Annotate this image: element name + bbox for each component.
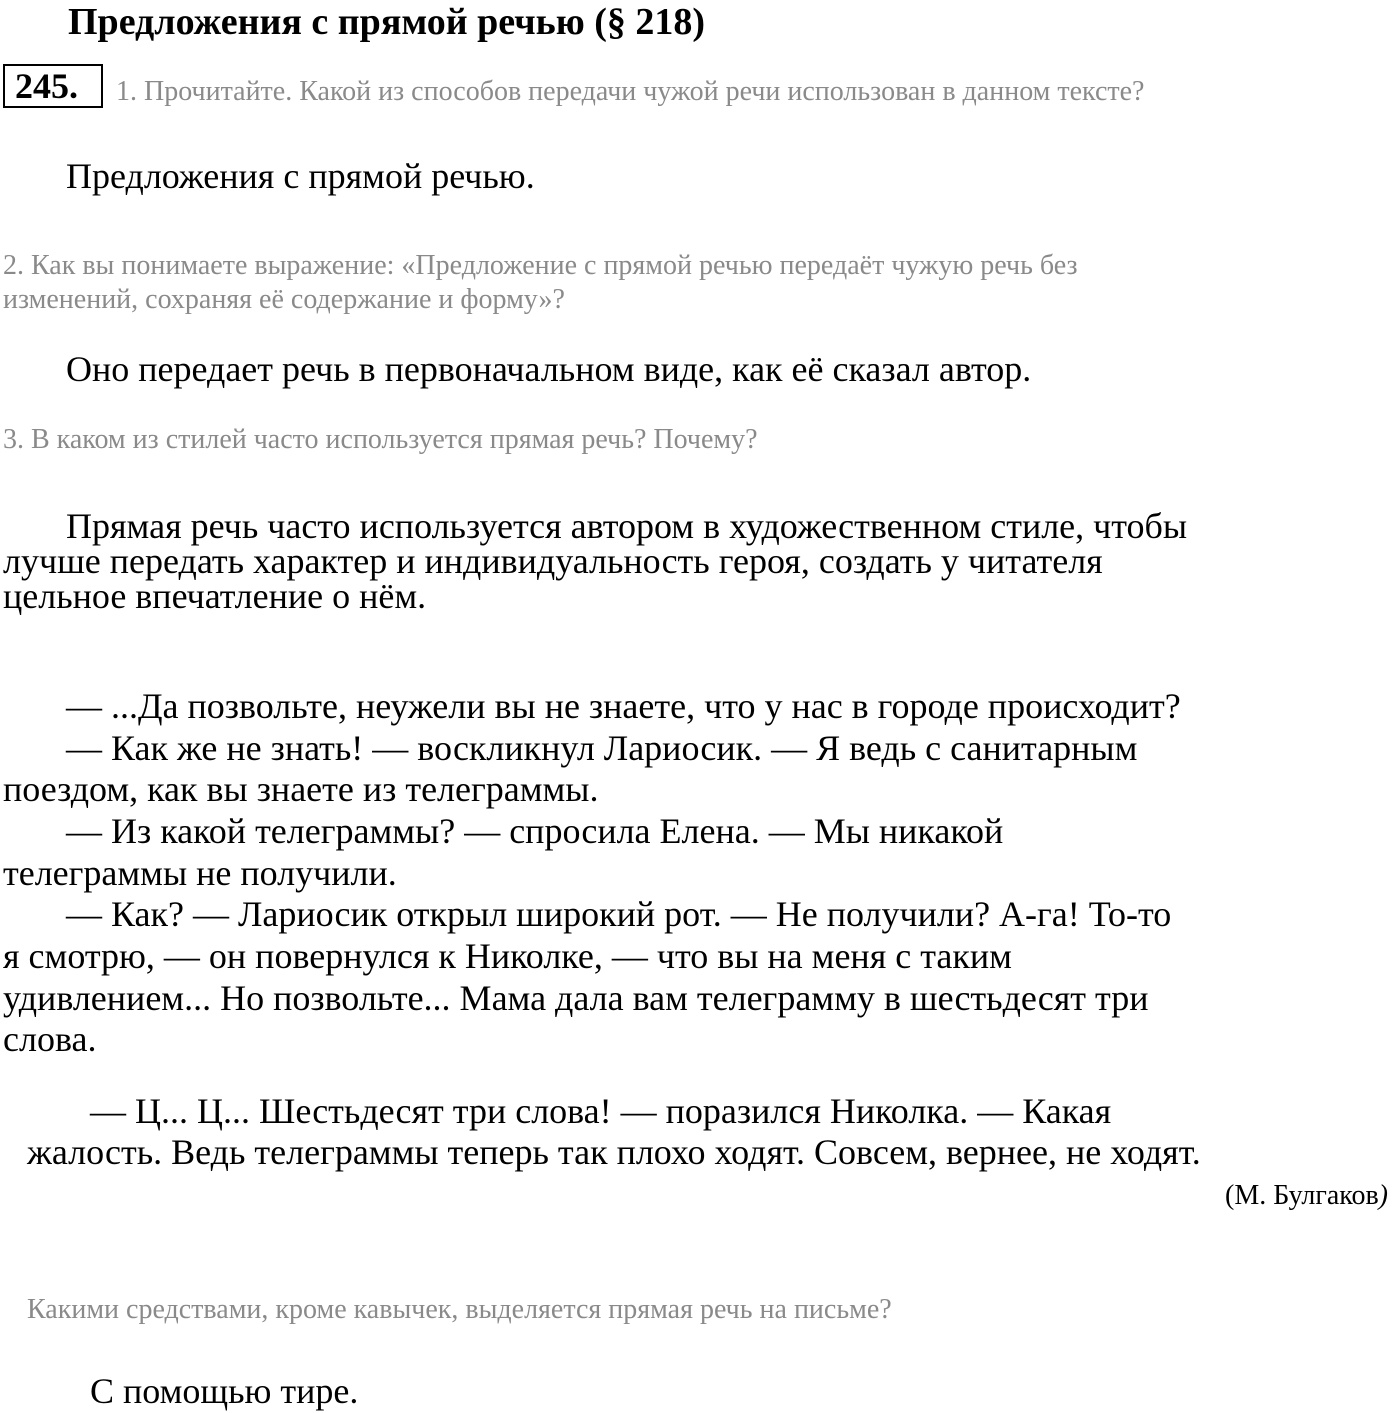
- dialogue-line: — ...Да позвольте, неужели вы не знаете, что у нас в городе происходит?: [66, 686, 1181, 726]
- answer-2: Оно передает речь в первоначальном виде, как её сказал автор.: [66, 349, 1032, 389]
- dialogue-line: удивлением... Но позвольте... Мама дала вам телеграмму в шестьдесят три: [3, 978, 1149, 1018]
- exercise-number: 245.: [3, 64, 103, 108]
- answer-3-line-2: лучше передать характер и индивидуальность героя, создать у читателя: [3, 541, 1103, 581]
- question-4: Какими средствами, кроме кавычек, выделяется прямая речь на письме?: [27, 1294, 892, 1325]
- answer-4: С помощью тире.: [90, 1371, 359, 1411]
- question-1: 1. Прочитайте. Какой из способов передачи чужой речи использован в данном тексте?: [116, 76, 1145, 107]
- dialogue-line: слова.: [3, 1019, 97, 1059]
- dialogue-line: телеграммы не получили.: [3, 853, 397, 893]
- page-title: Предложения с прямой речью (§ 218): [68, 1, 706, 43]
- question-2-line-2: изменений, сохраняя её содержание и форму»?: [3, 284, 565, 315]
- answer-3-line-3: цельное впечатление о нём.: [3, 576, 427, 616]
- question-3: 3. В каком из стилей часто используется прямая речь? Почему?: [3, 424, 758, 455]
- dialogue-line: я смотрю, — он повернулся к Николке, — что вы на меня с таким: [3, 936, 1012, 976]
- author-closing-paren: ): [1378, 1180, 1388, 1211]
- question-2-line-1: 2. Как вы понимаете выражение: «Предложение с прямой речью передаёт чужую речь без: [3, 250, 1078, 281]
- dialogue-line: — Как же не знать! — воскликнул Лариосик. — Я ведь с санитарным: [66, 728, 1138, 768]
- dialogue-line: — Ц... Ц... Шестьдесят три слова! — поразился Николка. — Какая: [90, 1091, 1112, 1131]
- dialogue-line: жалость. Ведь телеграммы теперь так плохо ходят. Совсем, вернее, не ходят.: [27, 1132, 1201, 1172]
- author-name: (М. Булгаков: [1225, 1180, 1379, 1211]
- dialogue-line: — Как? — Лариосик открыл широкий рот. — Не получили? А-га! То-то: [66, 894, 1172, 934]
- author-attribution: [1225, 1180, 1388, 1212]
- dialogue-line: — Из какой телеграммы? — спросила Елена. — Мы никакой: [66, 811, 1004, 851]
- answer-3-line-1: Прямая речь часто используется автором в художественном стиле, чтобы: [66, 506, 1188, 546]
- answer-1: Предложения с прямой речью.: [66, 156, 535, 196]
- dialogue-line: поездом, как вы знаете из телеграммы.: [3, 769, 599, 809]
